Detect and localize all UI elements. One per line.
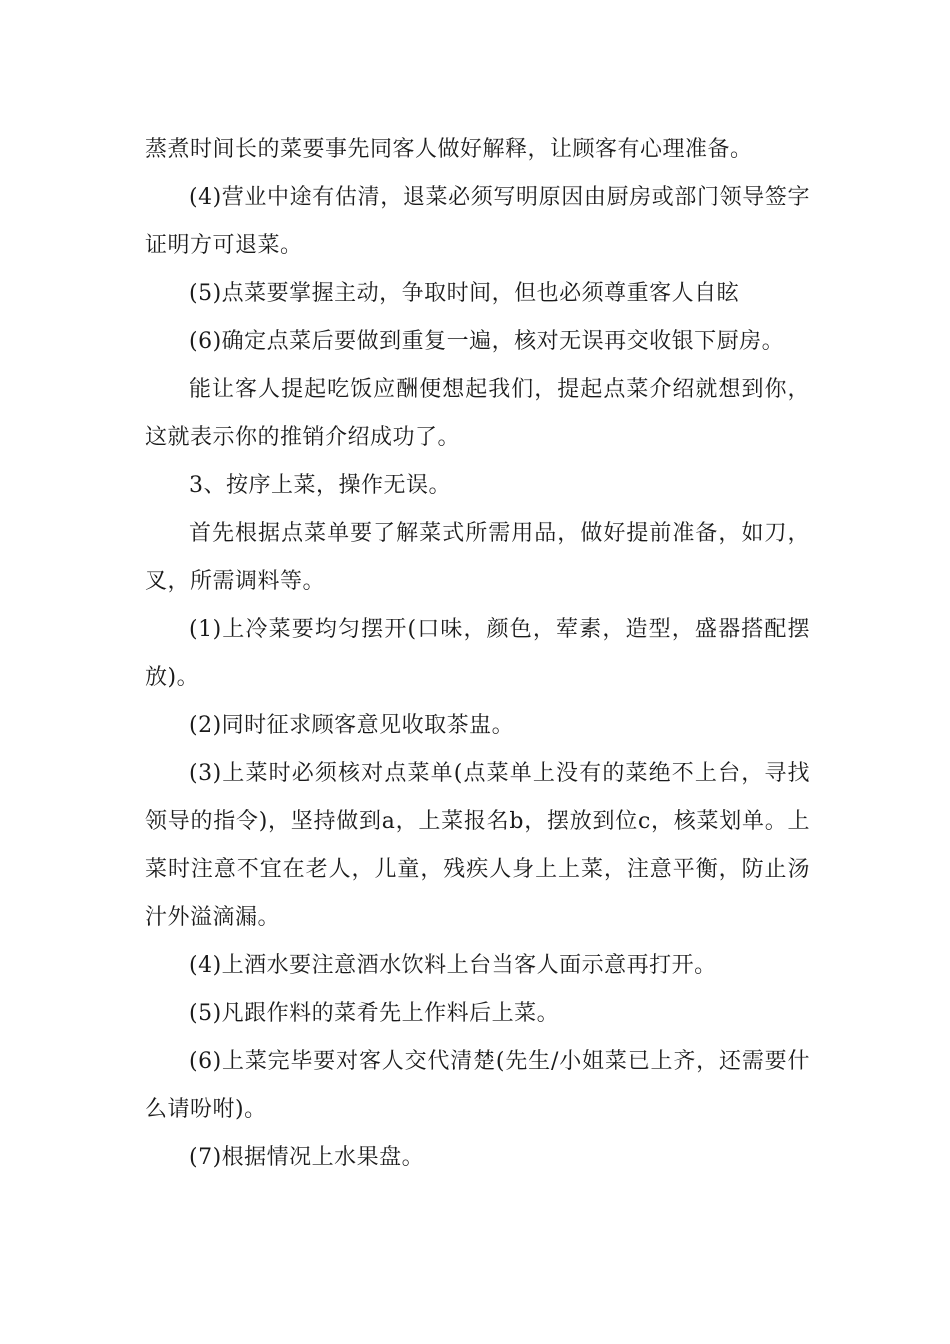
paragraph-serve-item-5: (5)凡跟作料的菜肴先上作料后上菜。 <box>189 1001 560 1026</box>
paragraph-serve-item-2: (2)同时征求顾客意见收取茶盅。 <box>189 713 515 738</box>
paragraph-serve-item-6: (6)上菜完毕要对客人交代清楚(先生/小姐菜已上齐，还需要什么请吩咐)。 <box>145 1049 810 1122</box>
paragraph-serve-item-1: (1)上冷菜要均匀摆开(口味，颜色，荤素，造型，盛器搭配摆放)。 <box>145 617 810 690</box>
body-text <box>145 126 810 1182</box>
paragraph-preparation: 首先根据点菜单要了解菜式所需用品，做好提前准备，如刀，叉，所需调料等。 <box>145 521 810 594</box>
paragraph-serve-item-4: (4)上酒水要注意酒水饮料上台当客人面示意再打开。 <box>189 953 717 978</box>
paragraph-item-6-repeat: (6)确定点菜后要做到重复一遍，核对无误再交收银下厨房。 <box>189 329 785 354</box>
paragraph-recommendation-success: 能让客人提起吃饭应酬便想起我们，提起点菜介绍就想到你，这就表示你的推销介绍成功了。 <box>145 377 810 450</box>
paragraph-serve-item-7: (7)根据情况上水果盘。 <box>189 1145 425 1170</box>
paragraph-item-4-refund: (4)营业中途有估清，退菜必须写明原因由厨房或部门领导签字证明方可退菜。 <box>145 185 810 258</box>
paragraph-continuation: 蒸煮时间长的菜要事先同客人做好解释，让顾客有心理准备。 <box>145 137 753 162</box>
section-heading-serving-order: 3、按序上菜，操作无误。 <box>189 473 451 498</box>
paragraph-serve-item-3: (3)上菜时必须核对点菜单(点菜单上没有的菜绝不上台，寻找领导的指令)，坚持做到a，上菜报名b，摆放到位c，核菜划单。上菜时注意不宜在老人，儿童，残疾人身上上菜，注意平衡，防止汤汁外溢滴漏。 <box>145 761 810 930</box>
paragraph-item-5-initiative: (5)点菜要掌握主动，争取时间，但也必须尊重客人自眩 <box>189 281 740 306</box>
